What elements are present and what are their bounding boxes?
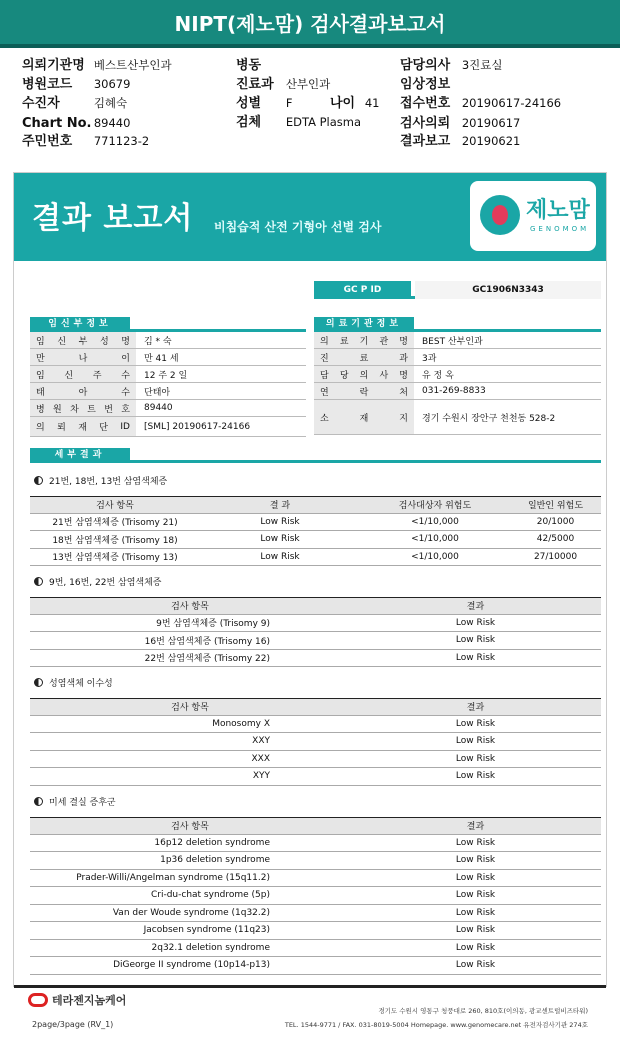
table-header (30, 817, 601, 835)
info-row (30, 383, 306, 400)
result-table (30, 817, 601, 975)
table-cell: 42/5000 (536, 534, 575, 545)
info-label-char: 번 (104, 404, 113, 415)
header-field-clinical-info (400, 75, 462, 93)
info-label-char: 기 (359, 336, 369, 347)
result-table (30, 496, 601, 566)
table-cell: Low Risk (455, 718, 496, 729)
info-label-char: 처 (399, 387, 408, 398)
logo-text: 제노맘 (526, 198, 590, 223)
header-value: 771123-2 (93, 134, 150, 148)
info-label-char: 임 (36, 370, 45, 381)
info-label-char: 차 (70, 404, 79, 415)
info-row (314, 332, 601, 349)
table-cell: 13번 삼염색체증 (Trisomy 13) (52, 553, 178, 564)
table-cell: Low Risk (455, 635, 496, 646)
header-field-hospital-code (22, 75, 130, 93)
table-cell: 16p12 deletion syndrome (154, 837, 270, 848)
header-field-age (330, 94, 379, 112)
group-heading-text: 9번, 16번, 22번 삼염색체증 (49, 578, 162, 588)
footer-divider (14, 985, 606, 988)
table-cell: Low Risk (455, 960, 496, 971)
table-row (30, 514, 601, 532)
table-cell: Low Risk (455, 837, 496, 848)
table-cell: <1/10,000 (411, 551, 459, 562)
table-cell: Low Risk (455, 925, 496, 936)
info-label-char: 관 (379, 336, 389, 347)
header-field-receipt-no (400, 94, 561, 112)
table-cell: Low Risk (455, 890, 496, 901)
column-header: 검사 항목 (171, 602, 209, 613)
half-circle-icon (34, 678, 43, 687)
info-value: 3과 (422, 353, 437, 364)
info-label-char: 주 (92, 370, 102, 381)
info-label-char: 료 (359, 353, 369, 364)
table-cell: 20/1000 (536, 516, 575, 527)
institution-info-table (314, 332, 601, 437)
banner-title: 결과 보고서 (32, 201, 194, 236)
info-label-char: 임 (36, 336, 45, 347)
header-info (0, 52, 620, 160)
section-divider (30, 460, 601, 463)
header-label: 결과보고 (400, 134, 451, 149)
info-label-char: 부 (78, 336, 88, 347)
group-heading-text: 21번, 18번, 13번 삼염색체증 (49, 477, 168, 487)
header-value: 41 (364, 96, 380, 110)
info-row (314, 366, 601, 383)
info-label (314, 349, 414, 365)
header-field-specimen (236, 113, 361, 131)
group-heading-text: 성염색체 이수성 (49, 679, 113, 689)
table-cell: Prader-Willi/Angelman syndrome (15q11.2) (76, 872, 270, 883)
pregnant-info-title: 임신부정보 (30, 317, 130, 331)
result-table (30, 698, 601, 786)
company-logo-icon (28, 993, 48, 1007)
header-value: 3진료실 (461, 58, 503, 72)
info-label-char: 원 (53, 404, 62, 415)
info-value: 유 정 옥 (422, 370, 454, 381)
info-label (314, 332, 414, 348)
table-cell: Monosomy X (212, 718, 270, 729)
info-value: 12 주 2 일 (144, 370, 188, 381)
header-label: 병원코드 (22, 77, 73, 92)
table-cell: Low Risk (455, 872, 496, 883)
table-cell: 2q32.1 deletion syndrome (151, 942, 270, 953)
header-field-ward (236, 56, 282, 74)
info-row (314, 400, 601, 435)
table-cell: Low Risk (455, 736, 496, 747)
info-label (30, 332, 136, 348)
info-label-char: 의 (320, 336, 329, 347)
table-row (30, 615, 601, 633)
info-label-char: 담 (320, 370, 329, 381)
table-row (30, 716, 601, 734)
table-cell: Cri-du-chat syndrome (5p) (150, 890, 270, 901)
gcp-id-value: GC1906N3343 (415, 281, 601, 299)
info-value: 89440 (144, 403, 173, 413)
info-label-char: 나 (78, 353, 88, 364)
column-header: 결과 (466, 602, 485, 613)
column-header: 검사 항목 (96, 501, 134, 512)
header-value: 김혜숙 (93, 96, 128, 110)
group-heading (34, 575, 162, 588)
info-row (30, 417, 306, 437)
info-label (30, 400, 136, 416)
table-cell: Van der Woude syndrome (1q32.2) (112, 907, 270, 918)
header-field-patient (22, 94, 127, 112)
table-cell: Low Risk (455, 771, 496, 782)
table-cell: XYY (252, 771, 270, 782)
info-label (30, 417, 136, 436)
header-value: 20190617 (461, 116, 521, 130)
table-cell: Low Risk (455, 617, 496, 628)
table-row (30, 733, 601, 751)
info-label-char: ID (120, 421, 130, 432)
table-cell: 16번 삼염색체증 (Trisomy 16) (144, 636, 270, 647)
header-value: 산부인과 (285, 77, 331, 91)
half-circle-icon (34, 476, 43, 485)
info-value: 단태아 (144, 387, 171, 398)
group-heading-text: 미세 결실 증후군 (49, 798, 116, 808)
info-label-char: 뢰 (57, 423, 66, 433)
table-row (30, 887, 601, 905)
info-label-char: 단 (99, 423, 108, 433)
info-label-char: 명 (121, 336, 130, 347)
table-row (30, 531, 601, 549)
header-field-resident-no (22, 132, 149, 150)
table-row (30, 650, 601, 668)
header-field-chart-no (22, 114, 130, 132)
details-title: 세부결과 (30, 448, 130, 462)
info-label-char: 성 (99, 336, 109, 347)
header-label: 성별 (236, 96, 262, 111)
table-header (30, 597, 601, 615)
footer-company-name: 테라젠지놈케어 (52, 994, 127, 1007)
header-label: 수진자 (22, 96, 60, 111)
gcp-id-box (314, 281, 601, 299)
table-cell: DiGeorge II syndrome (10p14-p13) (113, 960, 270, 971)
info-label-char: 명 (399, 370, 408, 381)
header-label: Chart No. (22, 116, 92, 131)
footer-company (28, 992, 126, 1008)
info-label-char: 명 (399, 336, 408, 347)
info-label-char: 진 (320, 353, 329, 364)
header-field-department (236, 75, 330, 93)
info-label (314, 366, 414, 382)
column-header: 검사 항목 (171, 822, 209, 833)
info-label-char: 의 (36, 423, 45, 433)
header-value: 20190617-24166 (461, 96, 562, 110)
banner-subtitle: 비침습적 산전 기형아 선별 검사 (214, 220, 382, 234)
header-label: 담당의사 (400, 58, 451, 73)
info-label (314, 400, 414, 434)
info-value: 경기 수원시 장안구 천천동 528-2 (422, 413, 556, 424)
info-label-char: 만 (36, 353, 45, 364)
info-label-char: 당 (339, 370, 349, 381)
table-cell: 18번 삼염색체증 (Trisomy 18) (52, 535, 178, 546)
info-value: [SML] 20190617-24166 (144, 421, 251, 432)
header-label: 접수번호 (400, 96, 451, 111)
header-label: 진료과 (236, 77, 274, 92)
group-heading (34, 676, 113, 689)
info-label-char: 수 (121, 370, 130, 381)
table-cell: XXX (251, 753, 270, 764)
info-label (314, 383, 414, 399)
header-value: 30679 (93, 77, 131, 91)
column-header: 일반인 위험도 (527, 501, 584, 512)
table-cell: Low Risk (455, 652, 496, 663)
column-header: 검사대상자 위험도 (398, 501, 472, 512)
header-value: 89440 (93, 116, 131, 130)
half-circle-icon (34, 577, 43, 586)
header-label: 병동 (236, 58, 262, 73)
logo-subtext: GENOMOM (530, 225, 590, 233)
table-row (30, 835, 601, 853)
footer-address: 경기도 수원시 영통구 청풍대로 260, 810호(이의동, 광교센트럴비즈타워) (378, 1007, 588, 1015)
institution-info-title: 의료기관정보 (314, 317, 414, 331)
info-value: 031-269-8833 (422, 386, 486, 396)
group-heading (34, 795, 116, 808)
table-header (30, 496, 601, 514)
column-header: 결과 (466, 822, 485, 833)
table-row (30, 549, 601, 567)
table-header (30, 698, 601, 716)
header-value: 베스트산부인과 (93, 58, 172, 72)
info-label-char: 지 (399, 413, 408, 424)
info-label-char: 아 (78, 387, 88, 398)
info-label-char: 소 (320, 413, 329, 424)
info-label (30, 383, 136, 399)
info-label-char: 수 (121, 387, 130, 398)
info-label-char: 재 (359, 413, 369, 424)
table-cell: Low Risk (260, 534, 300, 545)
info-row (314, 383, 601, 400)
info-label-char: 신 (64, 370, 74, 381)
table-row (30, 852, 601, 870)
info-label-char: 연 (320, 387, 329, 398)
page-indicator: 2page/3page (RV_1) (32, 1020, 114, 1029)
column-header: 결과 (466, 703, 485, 714)
header-label: 검체 (236, 115, 262, 130)
table-row (30, 632, 601, 650)
info-label-char: 병 (36, 404, 45, 415)
info-row (30, 332, 306, 349)
header-label: 검사의뢰 (400, 116, 451, 131)
table-cell: Low Risk (455, 907, 496, 918)
table-cell: 22번 삼염색체증 (Trisomy 22) (144, 654, 270, 665)
info-row (30, 400, 306, 417)
info-row (314, 349, 601, 366)
info-label-char: 료 (339, 336, 349, 347)
info-label-char: 재 (78, 423, 87, 433)
info-label-char: 호 (121, 404, 130, 415)
info-label-char: 이 (121, 353, 130, 364)
header-value: 20190621 (461, 134, 521, 148)
table-cell: 21번 삼염색체증 (Trisomy 21) (52, 518, 178, 529)
table-cell: Low Risk (260, 551, 300, 562)
info-value: 김 * 숙 (144, 336, 172, 347)
table-cell: Low Risk (455, 942, 496, 953)
column-header: 결 과 (269, 501, 291, 512)
header-label: 주민번호 (22, 134, 73, 149)
info-row (30, 349, 306, 366)
table-cell: Low Risk (455, 753, 496, 764)
genomom-logo (470, 181, 596, 251)
table-cell: XXY (252, 736, 270, 747)
report-banner (14, 173, 606, 261)
table-row (30, 768, 601, 786)
info-value: 만 41 세 (144, 353, 179, 364)
info-label-char: 태 (36, 387, 45, 398)
half-circle-icon (34, 797, 43, 806)
report-title: NIPT(제노맘) 검사결과보고서 (0, 0, 620, 48)
group-heading (34, 474, 167, 487)
mother-baby-icon (480, 195, 520, 235)
header-value: EDTA Plasma (285, 115, 362, 129)
pregnant-info-table (30, 332, 306, 437)
table-row (30, 922, 601, 940)
info-row (30, 366, 306, 383)
info-label-char: 과 (399, 353, 408, 364)
header-field-institution (22, 56, 172, 74)
table-row (30, 870, 601, 888)
info-label-char: 락 (359, 387, 369, 398)
header-label: 임상정보 (400, 77, 451, 92)
table-cell: <1/10,000 (411, 534, 459, 545)
info-label-char: 트 (87, 404, 96, 415)
table-cell: <1/10,000 (411, 516, 459, 527)
table-row (30, 957, 601, 975)
table-cell: Low Risk (260, 516, 300, 527)
table-cell: 9번 삼염색체증 (Trisomy 9) (156, 619, 270, 630)
info-label (30, 349, 136, 365)
table-cell: 27/10000 (533, 551, 578, 562)
table-row (30, 940, 601, 958)
gcp-id-label: GC P ID (314, 281, 411, 299)
table-cell: Jacobsen syndrome (11q23) (143, 925, 270, 936)
header-field-request-date (400, 114, 520, 132)
column-header: 검사 항목 (171, 703, 209, 714)
header-field-report-date (400, 132, 520, 150)
info-label (30, 366, 136, 382)
info-value: BEST 산부인과 (422, 336, 483, 347)
footer-contact: TEL. 1544-9771 / FAX. 031-8019-5004 Homepage. www.genomecare.net 유전자검사기관 274호 (284, 1021, 588, 1029)
header-field-doctor (400, 56, 502, 74)
info-label-char: 신 (57, 336, 67, 347)
table-cell: Low Risk (455, 855, 496, 866)
header-label: 나이 (330, 96, 356, 111)
info-label-char: 사 (379, 370, 389, 381)
result-table (30, 597, 601, 667)
table-row (30, 751, 601, 769)
info-label-char: 의 (359, 370, 369, 381)
header-label: 의뢰기관명 (22, 58, 85, 73)
table-row (30, 905, 601, 923)
header-field-sex (236, 94, 292, 112)
header-value: F (285, 96, 293, 110)
table-cell: 1p36 deletion syndrome (160, 855, 270, 866)
